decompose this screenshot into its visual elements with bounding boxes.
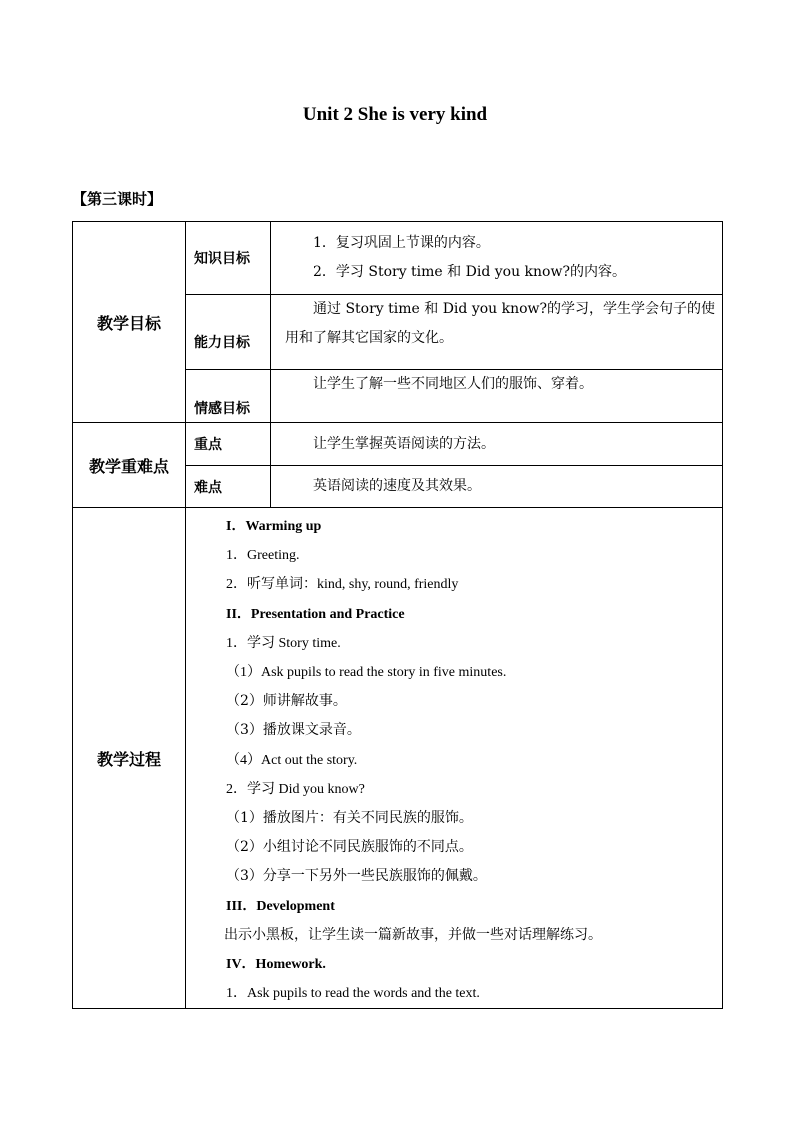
ability-goal-label: 能力目标 (186, 295, 271, 370)
document-title: Unit 2 She is very kind (302, 104, 488, 125)
process-line: （3）播放课文录音。 (226, 722, 361, 739)
lesson-plan-table (72, 221, 723, 1009)
process-header: 教学过程 (73, 508, 186, 1009)
knowledge-goal-label: 知识目标 (186, 222, 271, 295)
process-content (186, 508, 723, 1009)
keypoints-header: 教学重难点 (73, 423, 186, 508)
table-row (73, 508, 723, 1009)
process-line: （1）Ask pupils to read the story in five minutes. (226, 665, 507, 681)
process-line: 1．Ask pupils to read the words and the text. (226, 986, 480, 1002)
section-heading: III．Development (226, 898, 335, 914)
process-line: 出示小黑板，让学生读一篇新故事，并做一些对话理解练习。 (224, 926, 602, 943)
process-line: （4）Act out the story. (226, 752, 358, 768)
section-heading: IV．Homework. (226, 957, 326, 973)
difficult-point-text: 英语阅读的速度及其效果。 (313, 478, 481, 494)
key-point-label: 重点 (186, 423, 271, 466)
goals-header: 教学目标 (73, 222, 186, 423)
emotion-goal-label: 情感目标 (186, 370, 271, 423)
process-line: 1．Greeting. (226, 548, 300, 564)
process-line: （2）小组讨论不同民族服饰的不同点。 (226, 839, 473, 856)
table-row (73, 222, 723, 295)
process-line: 2．听写单词：kind, shy, round, friendly (226, 577, 459, 593)
knowledge-goal-content (271, 222, 723, 295)
ability-goal-text: 通过 Story time 和 Did you know?的学习，学生学会句子的使用和了解其它国家的文化。 (285, 301, 716, 346)
process-line: （1）播放图片：有关不同民族的服饰。 (226, 810, 473, 827)
difficult-point-label: 难点 (186, 466, 271, 508)
process-line: （3）分享一下另外一些民族服饰的佩戴。 (226, 868, 487, 885)
section-heading: II．Presentation and Practice (226, 606, 405, 622)
table-row (73, 423, 723, 466)
section-heading: I．Warming up (226, 519, 322, 534)
emotion-goal-text: 让学生了解一些不同地区人们的服饰、穿着。 (313, 376, 593, 392)
key-point-text: 让学生掌握英语阅读的方法。 (313, 435, 495, 452)
process-line: 1．学习 Story time. (226, 635, 341, 651)
knowledge-goal-line: 1．复习巩固上节课的内容。 (313, 235, 490, 251)
knowledge-goal-line: 2．学习 Story time 和 Did you know?的内容。 (313, 264, 626, 280)
lesson-label: 【第三课时】 (72, 190, 163, 208)
process-line: 2．学习 Did you know? (226, 781, 365, 797)
process-line: （2）师讲解故事。 (226, 693, 347, 710)
